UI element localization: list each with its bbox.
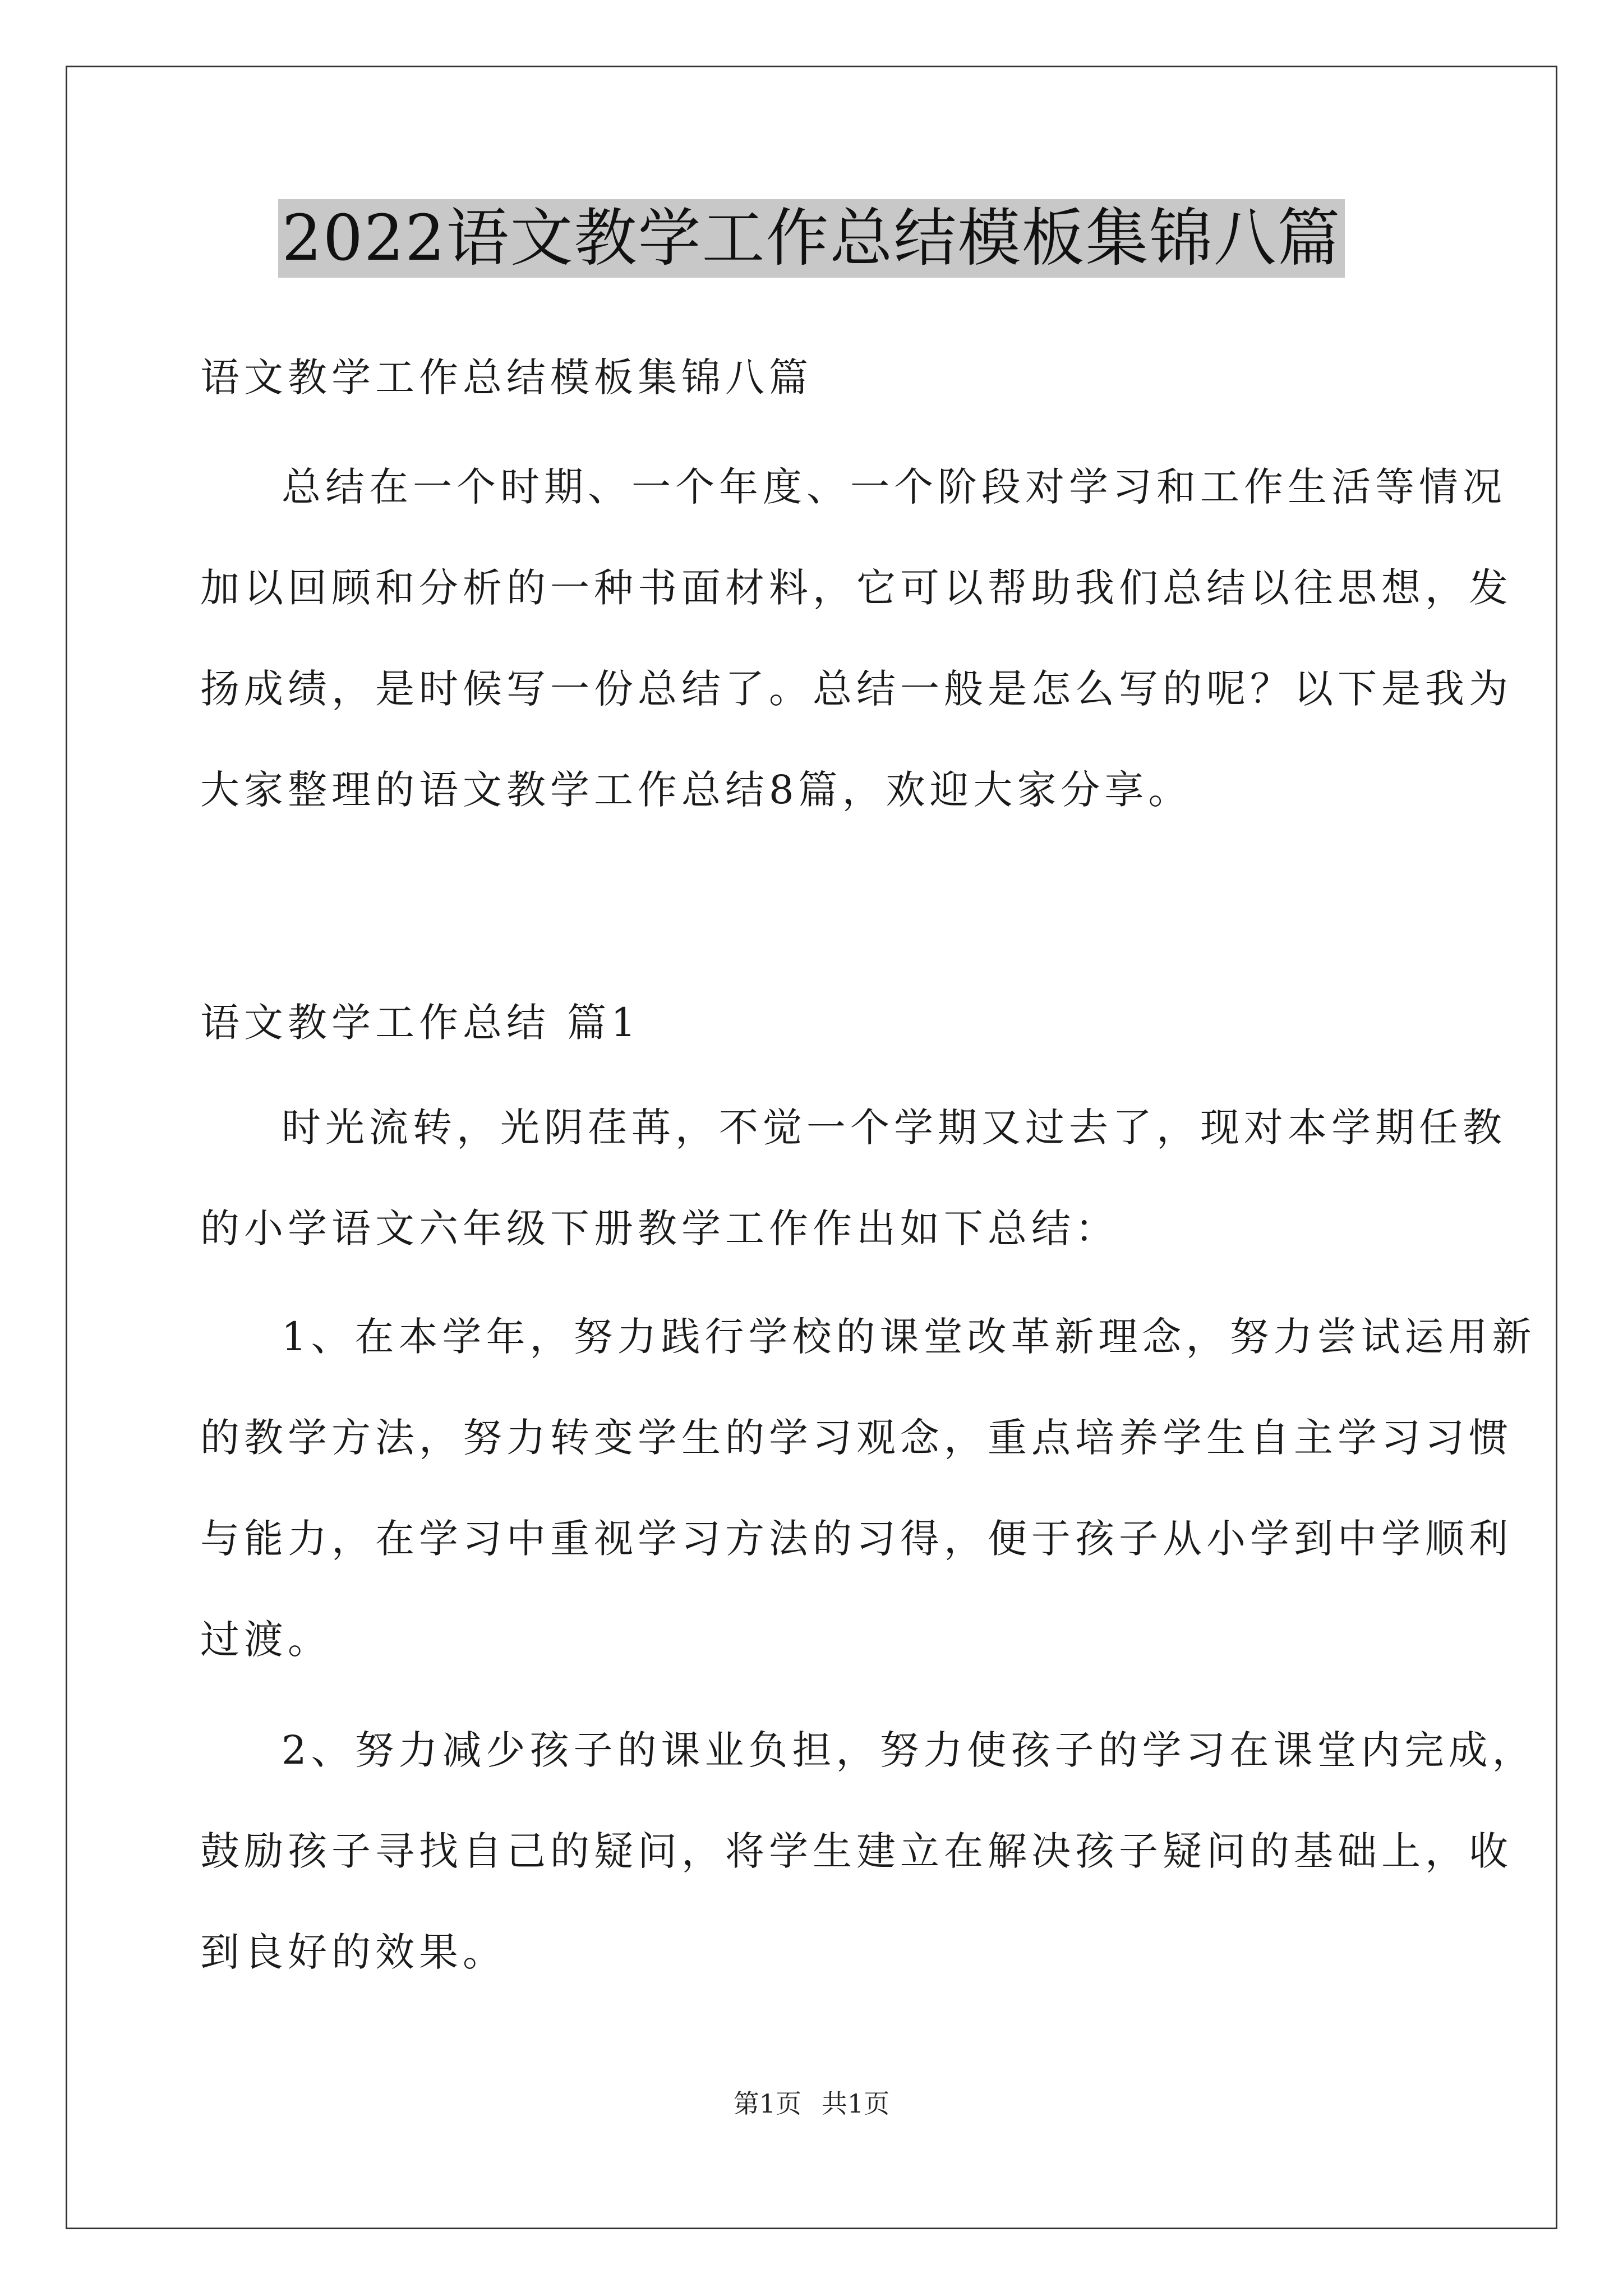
title-container xyxy=(0,199,1623,278)
intro-line-1: 总结在一个时期、一个年度、一个阶段对学习和工作生活等情况 xyxy=(282,464,1506,510)
page-number: 第1页 xyxy=(733,2088,801,2119)
para3-line-3: 到良好的效果。 xyxy=(200,1929,506,1975)
para1-line-2: 的小学语文六年级下册教学工作作出如下总结： xyxy=(200,1205,1119,1251)
page-footer xyxy=(0,2087,1623,2120)
section-heading: 语文教学工作总结 篇1 xyxy=(200,1000,640,1046)
para2-line-4: 过渡。 xyxy=(200,1617,331,1663)
para3-line-1: 2、努力减少孩子的课业负担，努力使孩子的学习在课堂内完成， xyxy=(282,1727,1536,1773)
document-title: 2022语文教学工作总结模板集锦八篇 xyxy=(278,199,1344,278)
para1-line-1: 时光流转，光阴荏苒，不觉一个学期又过去了，现对本学期任教 xyxy=(282,1105,1506,1151)
para2-line-2: 的教学方法，努力转变学生的学习观念，重点培养学生自主学习习惯 xyxy=(200,1415,1513,1461)
intro-line-3: 扬成绩，是时候写一份总结了。总结一般是怎么写的呢？以下是我为 xyxy=(200,666,1513,712)
para2-line-1: 1、在本学年，努力践行学校的课堂改革新理念，努力尝试运用新 xyxy=(282,1314,1536,1360)
para2-line-3: 与能力，在学习中重视学习方法的习得，便于孩子从小学到中学顺利 xyxy=(200,1516,1513,1562)
page-total: 共1页 xyxy=(822,2088,890,2119)
para3-line-2: 鼓励孩子寻找自己的疑问，将学生建立在解决孩子疑问的基础上，收 xyxy=(200,1828,1513,1874)
document-subtitle: 语文教学工作总结模板集锦八篇 xyxy=(200,355,813,401)
intro-line-4: 大家整理的语文教学工作总结8篇，欢迎大家分享。 xyxy=(200,767,1192,813)
intro-line-2: 加以回顾和分析的一种书面材料，它可以帮助我们总结以往思想，发 xyxy=(200,565,1513,611)
